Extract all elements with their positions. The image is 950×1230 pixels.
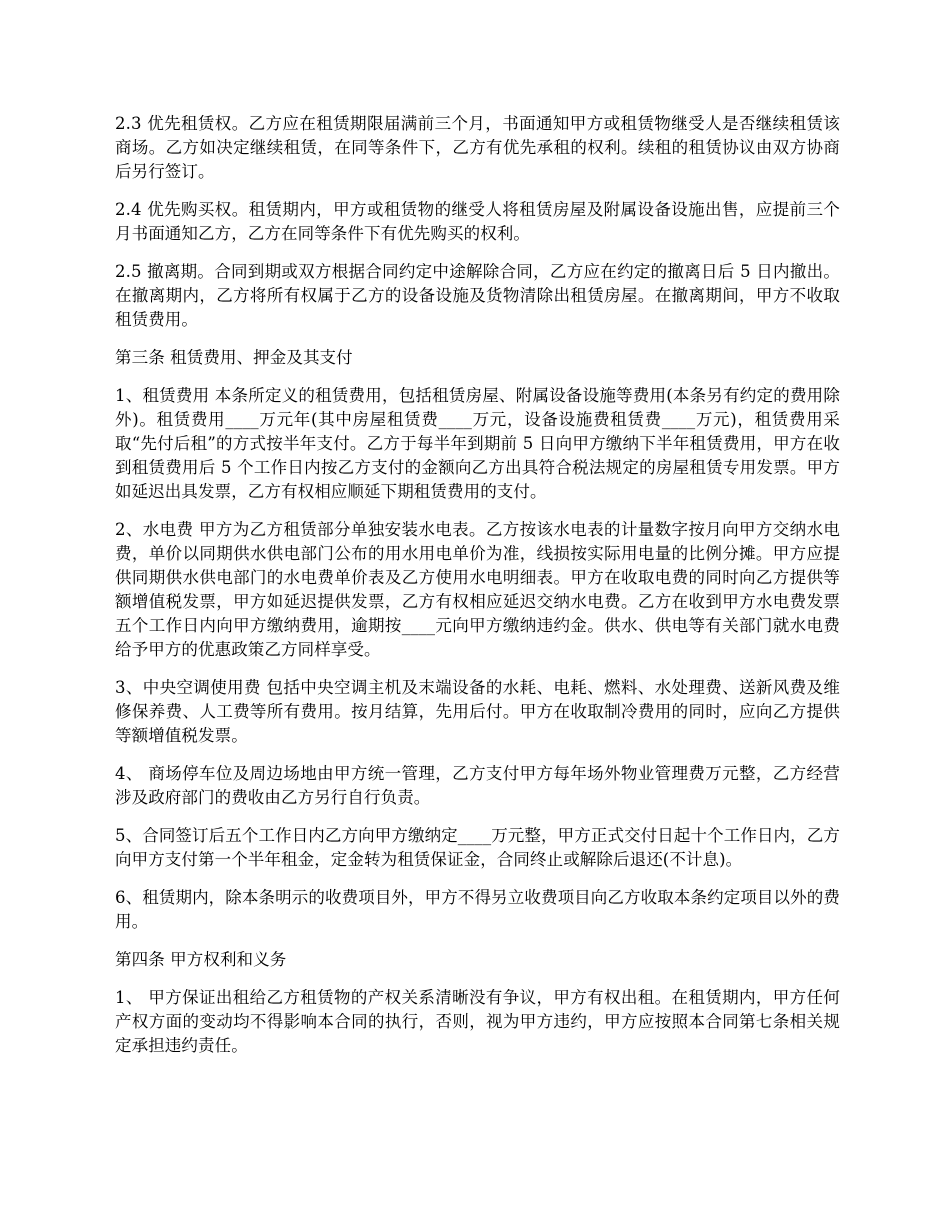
article-3-item-6-no-extra-fees: 6、租赁期内，除本条明示的收费项目外，甲方不得另立收费项目向乙方收取本条约定项目以外的费用。 xyxy=(115,888,840,931)
clause-2-4-priority-purchase: 2.4 优先购买权。租赁期内，甲方或租赁物的继受人将租赁房屋及附属设备设施出售，应提前三个月书面通知乙方，乙方在同等条件下有优先购买的权利。 xyxy=(115,200,840,243)
article-3-item-3-air-conditioning: 3、中央空调使用费 包括中央空调主机及末端设备的水耗、电耗、燃料、水处理费、送新风费及维修保养费、人工费等所有费用。按月结算，先用后付。甲方在收取制冷费用的同时，应向乙方提供等额增值税发票。 xyxy=(115,678,840,745)
article-3-item-5-deposit: 5、合同签订后五个工作日内乙方向甲方缴纳定____万元整，甲方正式交付日起十个工作日内，乙方向甲方支付第一个半年租金，定金转为租赁保证金，合同终止或解除后退还(不计息)。 xyxy=(115,826,840,869)
article-3-item-1-rent: 1、租赁费用 本条所定义的租赁费用，包括租赁房屋、附属设备设施等费用(本条另有约定的费用除外)。租赁费用____万元年(其中房屋租赁费____万元，设备设施费租赁费____万元)，租赁费用采取“先付后租”的方式按半年支付。乙方于每半年到期前 5 日向甲方缴纳下半年租赁费用，甲方在收到租赁费用后 5 个工作日内按乙方支付的金额向乙方出具符合税法规定的房屋租赁专用发票。甲方如延迟出具发票，乙方有权相应顺延下期租赁费用的支付。 xyxy=(115,386,840,501)
article-3-heading: 第三条 租赁费用、押金及其支付 xyxy=(115,348,353,367)
clause-2-5-evacuation-period: 2.5 撤离期。合同到期或双方根据合同约定中途解除合同，乙方应在约定的撤离日后 5 日内撤出。在撤离期内，乙方将所有权属于乙方的设备设施及货物清除出租赁房屋。在撤离期间，甲方不收取租赁费用。 xyxy=(115,262,840,329)
article-3-item-2-utilities: 2、水电费 甲方为乙方租赁部分单独安装水电表。乙方按该水电表的计量数字按月向甲方交纳水电费，单价以同期供水供电部门公布的用水用电单价为准，线损按实际用电量的比例分摊。甲方应提供同期供水供电部门的水电费单价表及乙方使用水电明细表。甲方在收取电费的同时向乙方提供等额增值税发票，甲方如延迟提供发票，乙方有权相应延迟交纳水电费。乙方在收到甲方水电费发票五个工作日内向甲方缴纳费用，逾期按____元向甲方缴纳违约金。供水、供电等有关部门就水电费给予甲方的优惠政策乙方同样享受。 xyxy=(115,520,840,659)
article-4-heading: 第四条 甲方权利和义务 xyxy=(115,950,287,969)
article-4-item-1-ownership: 1、 甲方保证出租给乙方租赁物的产权关系清晰没有争议，甲方有权出租。在租赁期内，甲方任何产权方面的变动均不得影响本合同的执行，否则，视为甲方违约，甲方应按照本合同第七条相关规定承担违约责任。 xyxy=(115,988,840,1055)
article-3-item-4-parking: 4、 商场停车位及周边场地由甲方统一管理，乙方支付甲方每年场外物业管理费万元整，乙方经营涉及政府部门的费收由乙方另行自行负责。 xyxy=(115,764,840,807)
clause-2-3-priority-lease: 2.3 优先租赁权。乙方应在租赁期限届满前三个月，书面通知甲方或租赁物继受人是否继续租赁该商场。乙方如决定继续租赁，在同等条件下，乙方有优先承租的权利。续租的租赁协议由双方协商后另行签订。 xyxy=(115,114,840,181)
document-body xyxy=(115,112,840,1072)
